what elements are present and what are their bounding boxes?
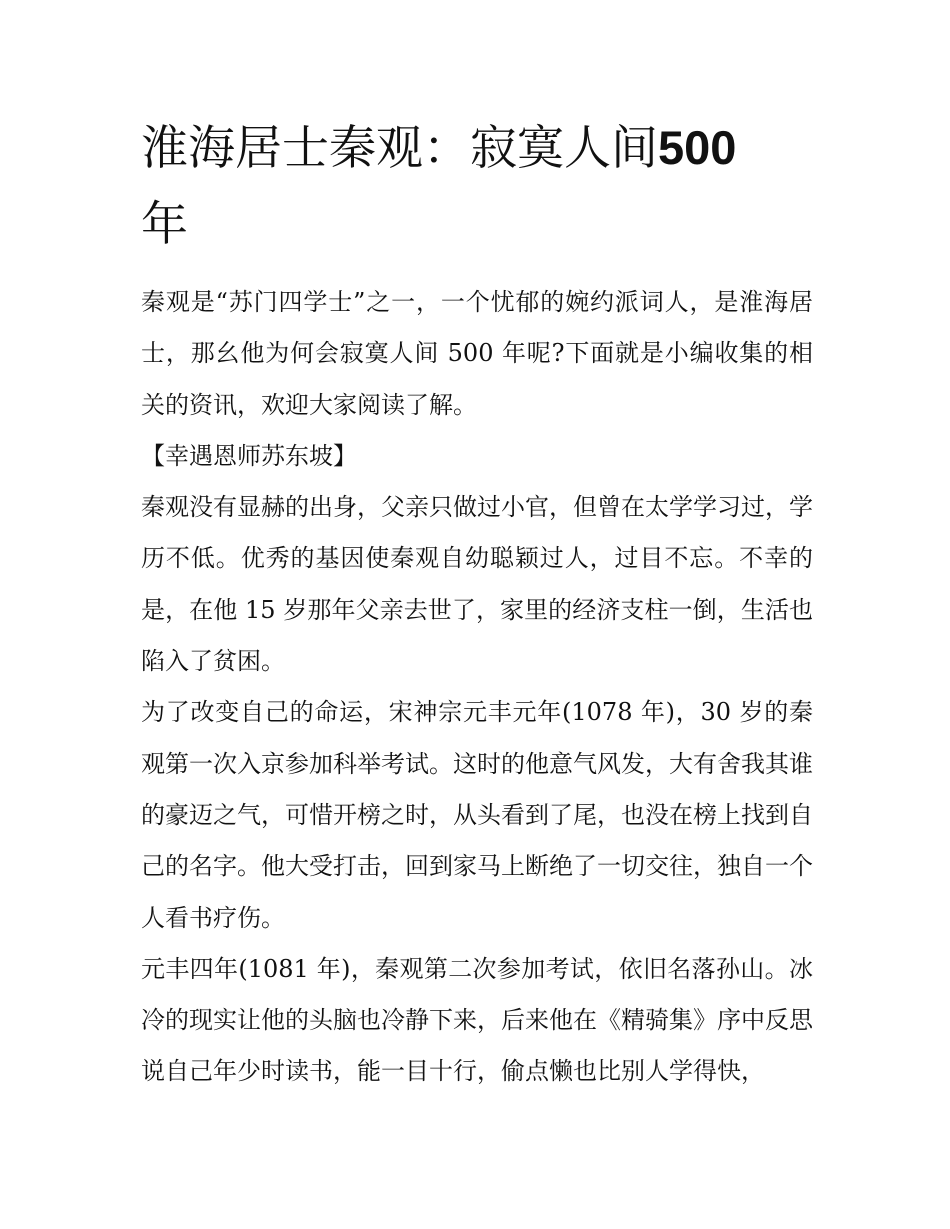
section-heading: 【幸遇恩师苏东坡】 bbox=[141, 441, 357, 470]
document-title bbox=[141, 110, 813, 263]
title-text: 淮海居士秦观：寂寞人间 bbox=[141, 121, 658, 176]
title-number: 500 bbox=[658, 121, 737, 174]
paragraph-first-exam: 为了改变自己的命运，宋神宗元丰元年(1078 年)，30 岁的秦观第一次入京参加科举考试。这时的他意气风发，大有舍我其谁的豪迈之气，可惜开榜之时，从头看到了尾，也没在榜上找到自己的名字。他大受打击，回到家马上断绝了一切交往，独自一个人看书疗伤。 bbox=[141, 698, 813, 932]
paragraph-background: 秦观没有显赫的出身，父亲只做过小官，但曾在太学学习过，学历不低。优秀的基因使秦观自幼聪颖过人，过目不忘。不幸的是，在他 15 岁那年父亲去世了，家里的经济支柱一倒，生活也陷入了贫困。 bbox=[141, 493, 813, 676]
paragraph-second-exam: 元丰四年(1081 年)，秦观第二次参加考试，依旧名落孙山。冰冷的现实让他的头脑也冷静下来，后来他在《精骑集》序中反思说自己年少时读书，能一目十行，偷点懒也比别人学得快， bbox=[141, 954, 813, 1086]
document-content bbox=[141, 110, 813, 1098]
paragraph-intro: 秦观是“苏门四学士”之一，一个忧郁的婉约派词人，是淮海居士，那幺他为何会寂寞人间 500 年呢?下面就是小编收集的相关的资讯，欢迎大家阅读了解。 bbox=[141, 288, 813, 419]
title-suffix: 年 bbox=[141, 197, 188, 252]
document-body bbox=[141, 277, 813, 1098]
